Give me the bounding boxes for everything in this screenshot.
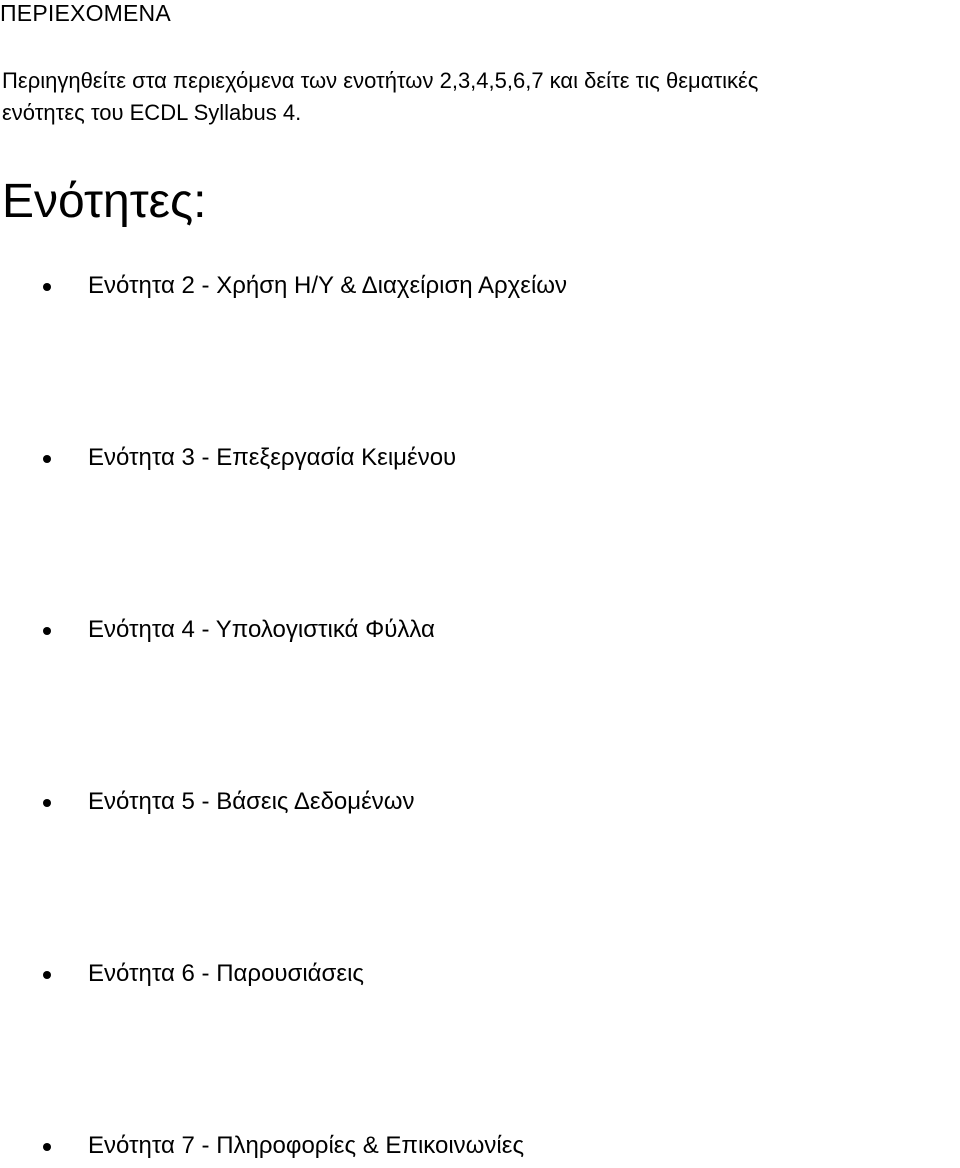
list-item xyxy=(0,438,900,478)
intro-line-1: Περιηγηθείτε στα περιεχόμενα των ενοτήτων 2,3,4,5,6,7 και δείτε τις θεματικές xyxy=(2,68,759,93)
list-item xyxy=(0,1126,900,1166)
bullet-icon xyxy=(43,627,51,635)
intro-line-2: ενότητες του ECDL Syllabus 4. xyxy=(2,100,302,125)
bullet-icon xyxy=(43,799,51,807)
bullet-icon xyxy=(43,283,51,291)
document-heading: ΠΕΡΙΕΧΟΜΕΝΑ xyxy=(0,0,171,26)
bullet-icon xyxy=(43,455,51,463)
bullet-icon xyxy=(43,1143,51,1151)
bullet-icon xyxy=(43,971,51,979)
unit-label: Ενότητα 3 - Επεξεργασία Κειμένου xyxy=(88,444,457,471)
unit-label: Ενότητα 4 - Υπολογιστικά Φύλλα xyxy=(88,616,435,643)
list-item xyxy=(0,266,900,306)
unit-label: Ενότητα 7 - Πληροφορίες & Επικοινωνίες xyxy=(88,1132,525,1159)
section-title: Ενότητες: xyxy=(2,175,207,228)
list-item xyxy=(0,954,900,994)
intro-paragraph xyxy=(2,65,958,129)
list-item xyxy=(0,782,900,822)
list-item xyxy=(0,610,900,650)
unit-label: Ενότητα 5 - Βάσεις Δεδομένων xyxy=(88,788,415,815)
unit-label: Ενότητα 6 - Παρουσιάσεις xyxy=(88,960,364,987)
unit-label: Ενότητα 2 - Χρήση Η/Υ & Διαχείριση Αρχείων xyxy=(88,272,568,299)
